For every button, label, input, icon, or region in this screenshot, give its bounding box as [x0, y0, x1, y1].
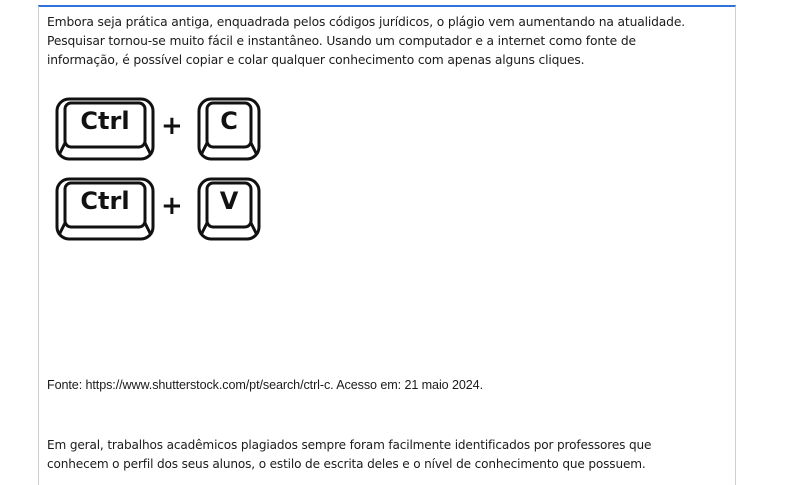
c-key-icon: [197, 97, 261, 161]
key-label: C: [220, 107, 238, 135]
closing-paragraph: [47, 436, 651, 474]
closing-line: Em geral, trabalhos acadêmicos plagiados sempre foram facilmente identificados por professores que: [47, 438, 652, 452]
key-label: Ctrl: [80, 107, 130, 135]
ctrl-key-icon: [55, 97, 155, 161]
intro-paragraph: [47, 13, 685, 70]
intro-line: Pesquisar tornou-se muito fácil e instantâneo. Usando um computador e a internet como fonte de: [47, 34, 636, 48]
intro-line: Embora seja prática antiga, enquadrada pelos códigos jurídicos, o plágio vem aumentando na atualidade.: [47, 15, 686, 29]
ctrl-key-icon: [55, 177, 155, 241]
plus-sign: +: [161, 191, 183, 221]
v-key-icon: [197, 177, 261, 241]
key-label: Ctrl: [80, 187, 130, 215]
question-panel: [38, 5, 736, 485]
source-citation: Fonte: https://www.shutterstock.com/pt/search/ctrl-c. Acesso em: 21 maio 2024.: [47, 378, 483, 392]
plus-sign: +: [161, 111, 183, 141]
closing-line: conhecem o perfil dos seus alunos, o estilo de escrita deles e o nível de conhecimento que possuem.: [47, 457, 646, 471]
key-label: V: [219, 187, 239, 215]
intro-line: informação, é possível copiar e colar qualquer conhecimento com apenas alguns cliques.: [47, 53, 585, 67]
ctrl-c-ctrl-v-figure: [55, 97, 265, 247]
